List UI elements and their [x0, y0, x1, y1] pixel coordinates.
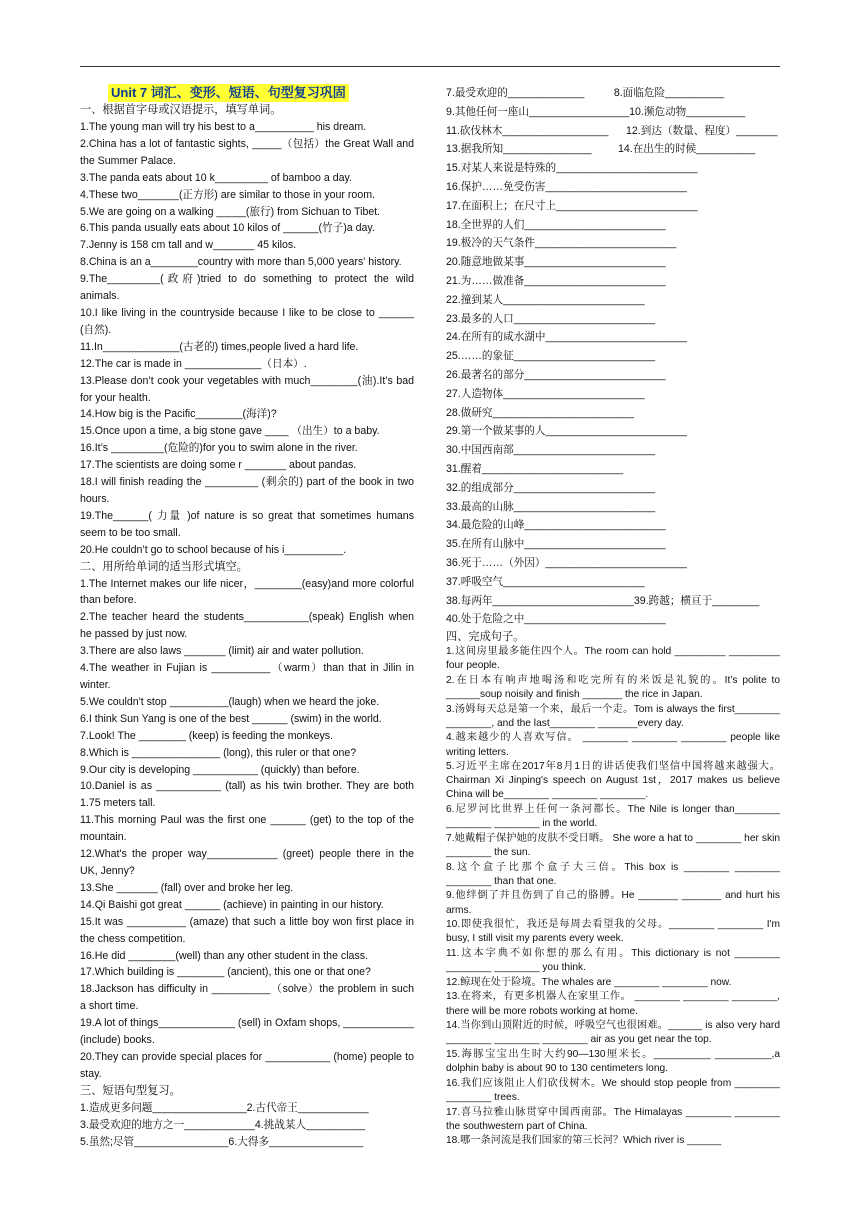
part3-right-item: 32.的组成部分________________________	[446, 481, 656, 494]
part1-item: 3.The panda eats about 10 k_________ of bamboo a day.	[80, 171, 352, 184]
part1-list	[80, 119, 417, 559]
part1-item: 7.Jenny is 158 cm tall and w_______ 45 kilos.	[80, 239, 297, 252]
part1-item: 19.The______( 力量 )of nature is so great that sometimes humans seem to be too small.	[80, 509, 417, 539]
part3-right-item: 27.人造物体________________________	[446, 387, 645, 400]
part3-left-item: 3.最受欢迎的地方之一____________4.挑战某人__________	[80, 1118, 366, 1131]
part3-right-item: 11.砍伐林木__________________ 12.到达（数量、程度）_______	[446, 124, 778, 137]
part3-right-item: 37.呼吸空气________________________	[446, 575, 645, 588]
part4-item: 17.喜马拉雅山脉贯穿中国西南部。The Himalayas ________ ________ the southwestern part of China.	[446, 1106, 783, 1132]
part2-item: 19.A lot of things_____________ (sell) in Oxfam shops, ____________ (include) books.	[80, 1017, 417, 1047]
part1-item: 17.The scientists are doing some r _______ about pandas.	[80, 459, 357, 472]
part3-right-item: 7.最受欢迎的_____________ 8.面临危险__________	[446, 87, 724, 99]
part2-item: 10.Daniel is as ___________ (tall) as his twin brother. They are both 1.75 meters tall.	[80, 780, 417, 810]
part4-item: 7.她戴帽子保护她的皮肤不受日晒。 She wore a hat to ________ her skin ________ the sun.	[446, 832, 783, 858]
part2-item: 6.I think Sun Yang is one of the best ______ (swim) in the world.	[80, 712, 382, 725]
part3-right-item: 9.其他任何一座山_________________10.濒危动物__________	[446, 105, 746, 118]
part3-right-item: 19.极冷的天气条件________________________	[446, 237, 677, 250]
part2-item: 12.What's the proper way____________ (greet) people there in the UK, Jenny?	[80, 848, 417, 877]
part3-left-item: 1.造成更多问题________________2.古代帝王____________	[80, 1101, 369, 1114]
part2-item: 4.The weather in Fujian is __________（warm）than that in Jilin in winter.	[80, 662, 417, 691]
part3-right-item: 17.在面积上；在尺寸上________________________	[446, 199, 698, 212]
part4-item: 10.即使我很忙，我还是每周去看望我的父母。________ ________ I'm busy, I still visit my parents every week.	[446, 919, 783, 945]
part3-left-item: 5.虽然;尽管________________6.大得多________________	[80, 1135, 364, 1148]
part2-item: 11.This morning Paul was the first one ______ (get) to the top of the mountain.	[80, 814, 417, 844]
part1-item: 12.The car is made in _____________（日本）.	[80, 357, 307, 370]
part3-right-item: 35.在所有山脉中________________________	[446, 538, 666, 551]
part1-item: 15.Once upon a time, a big stone gave ____ （出生）to a baby.	[80, 425, 380, 438]
right-column	[446, 84, 783, 1149]
part3-right-item: 15.对某人来说是特殊的________________________	[446, 162, 698, 175]
part4-item: 6.尼罗河比世界上任何一条河都长。The Nile is longer than________ ________ ________ in the world.	[446, 804, 783, 830]
part1-item: 20.He couldn’t go to school because of his i__________.	[80, 543, 347, 556]
part4-item: 9.他绊倒了并且伤到了自己的胳膊。He _______ _______ and hurt his arms.	[446, 890, 783, 916]
part3-right-item: 18.全世界的人们________________________	[446, 218, 666, 231]
part4-item: 1.这间房里最多能住四个人。The room can hold _________ _________ four people.	[446, 646, 783, 672]
part1-item: 13.Please don’t cook your vegetables with much________(油).It’s bad for your health.	[80, 374, 417, 404]
part1-item: 9.The_________(政府)tried to do something to protect the wild animals.	[80, 273, 417, 303]
part2-item: 3.There are also laws _______ (limit) air and water pollution.	[80, 645, 364, 658]
header-rule	[80, 66, 780, 67]
part4-item: 11.这本字典不如你想的那么有用。This dictionary is not ________ ________ ________ you think.	[446, 948, 783, 974]
part2-item: 1.The Internet makes our life nicer，________(easy)and more colorful than before.	[80, 577, 417, 607]
part4-item: 5.习近平主席在2017年8月1日的讲话使我们坚信中国将越来越强大。Chairman Xi Jinping's speech on August 1st，2017 makes us believe China will be________ ________ ________.	[446, 761, 783, 801]
part2-list	[80, 576, 417, 1083]
part3-right-item: 23.最多的人口________________________	[446, 312, 656, 325]
part2-item: 15.It was __________ (amaze) that such a little boy won first place in the chess competition.	[80, 915, 417, 945]
part2-item: 7.Look! The ________ (keep) is feeding the monkeys.	[80, 729, 334, 742]
part2-item: 17.Which building is ________ (ancient), this one or that one?	[80, 966, 371, 979]
section-2-heading: 二、用所给单词的适当形式填空。	[80, 560, 248, 573]
part2-item: 20.They can provide special places for ___________ (home) people to stay.	[80, 1050, 417, 1080]
part4-item: 12.鲸现在处于险境。The whales are ________ ________ now.	[446, 976, 732, 988]
part1-item: 2.China has a lot of fantastic sights, _____（包括）the Great Wall and the Summer Palace.	[80, 137, 417, 167]
section-1-heading: 一、根据首字母或汉语提示，填写单词。	[80, 104, 282, 116]
part2-item: 14.Qi Baishi got great ______ (achieve) in painting in our history.	[80, 898, 384, 911]
part2-item: 13.She _______ (fall) over and broke her leg.	[80, 881, 294, 894]
part4-item: 18.哪一条河流是我们国家的第三长河？Which river is ______	[446, 1135, 722, 1147]
part3-right-item: 20.随意地做某事________________________	[446, 256, 666, 269]
part4-item: 14.当你到山顶附近的时候，呼吸空气也很困难。______ is also very hard ________ ________ ________ air as you get near the top.	[446, 1020, 783, 1046]
part2-item: 5.We couldn't stop __________(laugh) when we heard the joke.	[80, 695, 380, 708]
part2-item: 8.Which is _______________ (long), this ruler or that one?	[80, 746, 357, 759]
part4-item: 13.在将来，有更多机器人在家里工作。 ________ ________ ________, there will be more robots working at home.	[446, 991, 783, 1017]
part1-item: 18.I will finish reading the _________ (剩余的) part of the book in two hours.	[80, 476, 417, 505]
part3-right-item: 13.据我所知_______________ 14.在出生的时候__________	[446, 143, 756, 156]
part3-right-item: 34.最危险的山峰________________________	[446, 519, 666, 532]
part1-item: 10.I like living in the countryside because I like to be close to ______ (自然).	[80, 306, 417, 336]
worksheet-title: Unit 7 词汇、变形、短语、句型复习巩固	[108, 84, 349, 102]
part2-item: 18.Jackson has difficulty in __________（solve）the problem in such a short time.	[80, 983, 417, 1013]
part3-right-item: 36.死于……（外因）________________________	[446, 556, 687, 569]
part3-right-item: 40.处于危险之中________________________	[446, 613, 666, 626]
part3-right-item: 28.做研究________________________	[446, 406, 634, 419]
section-3-heading: 三、短语句型复习。	[80, 1084, 181, 1097]
part1-item: 8.China is an a________country with more than 5,000 years' history.	[80, 256, 402, 269]
part4-item: 15.海豚宝宝出生时大约90—130厘米长。__________ __________,a dolphin baby is about 90 to 130 centimeters long.	[446, 1049, 783, 1075]
part4-item: 8.这个盒子比那个盒子大三倍。This box is ________ ________ ________ than that one.	[446, 861, 783, 887]
part1-item: 14.How big is the Pacific________(海洋)?	[80, 408, 277, 421]
part4-item: 4.越来越少的人喜欢写信。 ________ ________ ________ people like writing letters.	[446, 732, 783, 758]
part3-right-item: 33.最高的山脉________________________	[446, 500, 656, 513]
part1-item: 6.This panda usually eats about 10 kilos of ______(竹子)a day.	[80, 222, 375, 235]
part2-item: 2.The teacher heard the students___________(speak) English when he passed by just now.	[80, 611, 417, 641]
part3-right-item: 16.保护……免受伤害________________________	[446, 180, 687, 193]
part4-list	[446, 645, 783, 1148]
part3-right-item: 38.每两年________________________39.跨越；横亘于________	[446, 594, 760, 607]
part3-right-item: 24.在所有的咸水湖中________________________	[446, 331, 687, 344]
part3-right-item: 29.第一个做某事的人________________________	[446, 425, 687, 438]
part3-right-item: 25.……的象征________________________	[446, 350, 656, 363]
part2-item: 9.Our city is developing ___________ (quickly) than before.	[80, 763, 360, 776]
part1-item: 11.In_____________(古老的) times,people lived a hard life.	[80, 340, 359, 353]
part1-item: 16.It’s _________(危险的)for you to swim alone in the river.	[80, 442, 358, 455]
part1-item: 4.These two_______(正方形) are similar to those in your room.	[80, 188, 375, 201]
part4-item: 3.汤姆每天总是第一个来，最后一个走。Tom is always the first________ ________, and the last________ _______every day.	[446, 703, 783, 729]
part3-right-item: 21.为……做准备________________________	[446, 274, 666, 287]
part1-item: 5.We are going on a walking _____(旅行) from Sichuan to Tibet.	[80, 205, 381, 218]
part3-right-item: 30.中国西南部________________________	[446, 444, 656, 457]
part3-right-item: 31.醒着________________________	[446, 462, 624, 475]
part1-item: 1.The young man will try his best to a__________ his dream.	[80, 121, 367, 133]
part3-right-item: 22.撞到某人________________________	[446, 293, 645, 306]
left-column	[80, 84, 417, 1150]
part3-right-item: 26.最著名的部分________________________	[446, 368, 666, 381]
part3-left-list	[80, 1100, 414, 1151]
part2-item: 16.He did ________(well) than any other student in the class.	[80, 949, 368, 962]
part3-right-list	[446, 84, 780, 629]
part4-item: 16.我们应该阻止人们砍伐树木。We should stop people from ________ ________ trees.	[446, 1077, 783, 1103]
section-4-heading: 四、完成句子。	[446, 631, 525, 644]
part4-item: 2.在日本有响声地喝汤和吃完所有的米饭是礼貌的。It’s polite to ______soup noisily and finish _______ the rice in Japan.	[446, 674, 783, 700]
